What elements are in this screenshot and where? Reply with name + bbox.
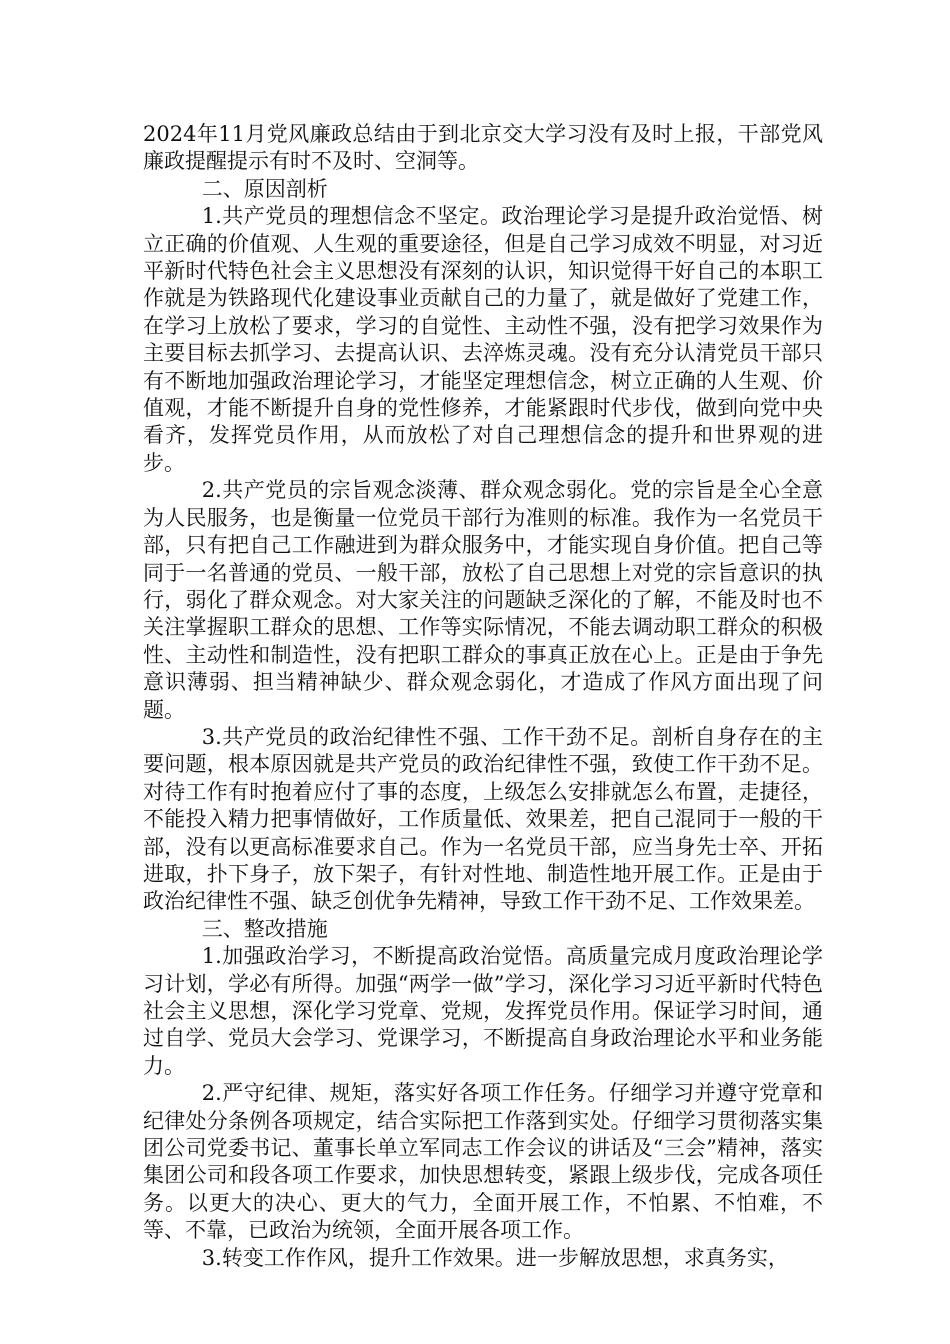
paragraph-cause-3: 3.共产党员的政治纪律性不强、工作干劲不足。剖析自身存在的主要问题，根本原因就是共产党员的政治纪律性不强，致使工作干劲不足。对待工作有时抱着应付了事的态度，上级怎么安排就怎么布置，走捷径，不能投入精力把事情做好，工作质量低、效果差，把自己混同于一般的干部，没有以更高标准要求自己。作为一名党员干部，应当身先士卒、开拓进取，扑下身子，放下架子，有针对性地、制造性地开展工作。正是由于政治纪律性不强、缺乏创优争先精神，导致工作干劲不足、工作效果差。 [143,724,823,914]
document-body [143,121,823,1272]
paragraph-cause-2: 2.共产党员的宗旨观念淡薄、群众观念弱化。党的宗旨是全心全意为人民服务，也是衡量一位党员干部行为准则的标准。我作为一名党员干部，只有把自己工作融进到为群众服务中，才能实现自身价值。把自己等同于一名普通的党员、一般干部，放松了自己思想上对党的宗旨意识的执行，弱化了群众观念。对大家关注的问题缺乏深化的了解，不能及时也不关注掌握职工群众的思想、工作等实际情况，不能去调动职工群众的积极性、主动性和制造性，没有把职工群众的事真正放在心上。正是由于争先意识薄弱、担当精神缺少、群众观念弱化，才造成了作风方面出现了问题。 [143,478,823,722]
paragraph-measure-2: 2.严守纪律、规矩，落实好各项工作任务。仔细学习并遵守党章和纪律处分条例各项规定，结合实际把工作落到实处。仔细学习贯彻落实集团公司党委书记、董事长单立军同志工作会议的讲话及“三会”精神，落实集团公司和段各项工作要求，加快思想转变，紧跟上级步伐，完成各项任务。以更大的决心、更大的气力，全面开展工作，不怕累、不怕难，不等、不靠，已政治为统领，全面开展各项工作。 [143,1081,823,1243]
section-heading-rectification: 三、整改措施 [201,916,328,941]
paragraph-summary-continuation: 2024年11月党风廉政总结由于到北京交大学习没有及时上报，干部党风廉政提醒提示有时不及时、空洞等。 [143,122,823,174]
paragraph-measure-1: 1.加强政治学习，不断提高政治觉悟。高质量完成月度政治理论学习计划，学必有所得。加强“两学一做”学习，深化学习习近平新时代特色社会主义思想，深化学习党章、党规，发挥党员作用。保证学习时间，通过自学、党员大会学习、党课学习，不断提高自身政治理论水平和业务能力。 [143,944,823,1078]
section-heading-cause-analysis: 二、原因剖析 [201,176,328,201]
paragraph-measure-3: 3.转变工作作风，提升工作效果。进一步解放思想，求真务实， [201,1245,789,1270]
paragraph-cause-1: 1.共产党员的理想信念不坚定。政治理论学习是提升政治觉悟、树立正确的价值观、人生观的重要途径，但是自己学习成效不明显，对习近平新时代特色社会主义思想没有深刻的认识，知识觉得干好自己的本职工作就是为铁路现代化建设事业贡献自己的力量了，就是做好了党建工作，在学习上放松了要求，学习的自觉性、主动性不强，没有把学习效果作为主要目标去抓学习、去提高认识、去淬炼灵魂。没有充分认清党员干部只有不断地加强政治理论学习，才能坚定理想信念，树立正确的人生观、价值观，才能不断提升自身的党性修养，才能紧跟时代步伐，做到向党中央看齐，发挥党员作用，从而放松了对自己理想信念的提升和世界观的进步。 [143,204,823,475]
